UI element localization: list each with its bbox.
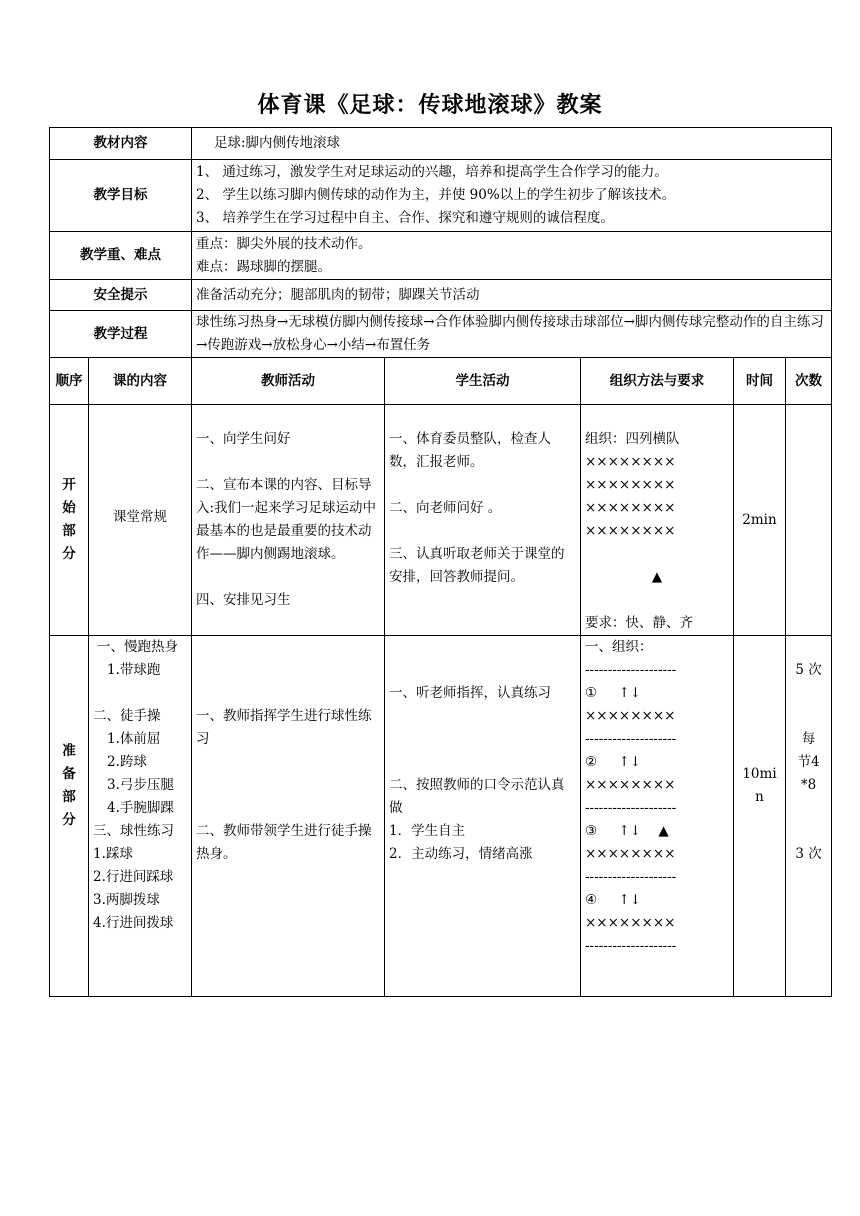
group-number: ② (585, 754, 598, 770)
group-line (585, 751, 729, 774)
formation-row: ×××××××× (585, 523, 676, 539)
page-title: 体育课《足球：传球地滚球》教案 (257, 93, 603, 118)
warmup-teacher-2: 二、教师带领学生进行徒手操热身。 (196, 823, 372, 862)
formation-row: ×××××××× (585, 846, 676, 862)
section-start-char: 开 (62, 477, 76, 493)
warmup-student-2: 二、按照教师的口令示范认真做 (389, 777, 565, 816)
section-warmup-char: 备 (62, 766, 76, 782)
process-row (50, 311, 832, 358)
goal-3: 3、 培养学生在学习过程中自主、合作、探究和遵守规则的诚信程度。 (196, 210, 614, 226)
start-student-1: 一、体育委员整队，检查人数，汇报老师。 (389, 431, 551, 470)
section-start-name (50, 405, 89, 636)
start-student-3: 三、认真听取老师关于课堂的安排，回答教师提问。 (389, 546, 565, 585)
header-student: 学生活动 (385, 358, 581, 405)
warmup-teacher-1: 一、教师指挥学生进行球性练习 (196, 708, 372, 747)
warmup-content: 一、慢跑热身 (97, 639, 178, 655)
header-time: 时间 (734, 358, 786, 405)
content-value: 足球:脚内侧传地滚球 (192, 128, 832, 160)
section-warmup-char: 准 (62, 743, 76, 759)
safety-label: 安全提示 (50, 280, 192, 311)
goal-1: 1、 通过练习，激发学生对足球运动的兴趣，培养和提高学生合作学习的能力。 (196, 164, 668, 180)
start-student-2: 二、向老师问好 。 (389, 500, 502, 516)
header-count: 次数 (786, 358, 832, 405)
warmup-content: 2.行进间踩球 (93, 869, 174, 885)
warmup-content: 1.体前屈 (107, 731, 161, 747)
warmup-org-label: 一、组织： (585, 639, 653, 655)
safety-row (50, 280, 832, 311)
warmup-count-1: 5 次 (795, 662, 822, 678)
movement-arrows-icon: ↑↓ (618, 892, 642, 908)
start-count (786, 405, 832, 636)
warmup-student-4: 2．主动练习，情绪高涨 (389, 846, 533, 862)
formation-row: ×××××××× (585, 915, 676, 931)
section-start-row (50, 405, 832, 636)
key-label: 教学重、难点 (50, 232, 192, 280)
divider-line: -------------------- (585, 800, 677, 816)
formation-row: ×××××××× (585, 708, 676, 724)
group-line (585, 682, 729, 705)
movement-arrows-icon: ↑↓ (618, 823, 642, 839)
warmup-content: 3.两脚拨球 (93, 892, 160, 908)
start-org-label: 组织：四列横队 (585, 431, 680, 447)
key-point: 重点：脚尖外展的技术动作。 (196, 235, 372, 252)
formation-row: ×××××××× (585, 477, 676, 493)
warmup-content: 二、徒手操 (93, 708, 161, 724)
header-teacher: 教师活动 (192, 358, 385, 405)
difficult-point: 难点：踢球脚的摆腿。 (196, 258, 331, 275)
group-number: ④ (585, 892, 598, 908)
content-row (50, 128, 832, 160)
section-start-char: 部 (62, 523, 76, 539)
section-warmup-name (50, 636, 89, 997)
section-start-content: 课堂常规 (89, 405, 192, 636)
start-time: 2min (734, 405, 786, 636)
divider-line: -------------------- (585, 869, 677, 885)
group-number: ③ (585, 823, 598, 839)
warmup-content: 4.手腕脚踝 (107, 800, 174, 816)
formation-row: ×××××××× (585, 454, 676, 470)
header-org: 组织方法与要求 (581, 358, 734, 405)
warmup-content: 1.带球跑 (107, 662, 161, 678)
goals-label: 教学目标 (50, 160, 192, 232)
formation-row: ×××××××× (585, 500, 676, 516)
warmup-content: 三、球性练习 (93, 823, 174, 839)
group-line (585, 820, 729, 843)
group-number: ① (585, 685, 598, 701)
content-label: 教材内容 (50, 128, 192, 160)
warmup-student-3: 1．学生自主 (389, 823, 466, 839)
goal-2: 2、 学生以练习脚内侧传球的动作为主，并使 90%以上的学生初步了解该技术。 (196, 187, 676, 203)
start-teacher-1: 一、向学生问好 (196, 431, 291, 447)
formation-row: ×××××××× (585, 777, 676, 793)
lesson-plan-table (49, 127, 832, 997)
start-teacher-2: 二、宣布本课的内容、目标导入:我们一起来学习足球运动中最基本的也是最重要的技术动作——脚内侧踢地滚球。 (196, 477, 377, 562)
warmup-time: 10min (734, 636, 786, 997)
header-order: 顺序 (50, 358, 89, 405)
warmup-content: 3.弓步压腿 (107, 777, 174, 793)
teacher-position-triangle: ▲ (651, 569, 663, 585)
warmup-count-3: 3 次 (795, 846, 822, 862)
teacher-position-triangle: ▲ (658, 823, 669, 839)
safety-value: 准备活动充分；腿部肌肉的韧带；脚踝关节活动 (192, 280, 832, 311)
start-teacher-3: 四、安排见习生 (196, 592, 291, 608)
start-org-requirement: 要求：快、静、齐 (585, 615, 693, 631)
divider-line: -------------------- (585, 731, 677, 747)
section-warmup-char: 分 (62, 812, 76, 828)
movement-arrows-icon: ↑↓ (618, 685, 642, 701)
section-start-char: 始 (62, 500, 76, 516)
section-warmup-row (50, 636, 832, 997)
process-label: 教学过程 (50, 311, 192, 358)
goals-row (50, 160, 832, 232)
warmup-content: 4.行进间拨球 (93, 915, 174, 931)
movement-arrows-icon: ↑↓ (618, 754, 642, 770)
section-warmup-char: 部 (62, 789, 76, 805)
warmup-content: 2.跨球 (107, 754, 147, 770)
warmup-content: 1.踩球 (93, 846, 133, 862)
group-line (585, 889, 729, 912)
key-points-row (50, 232, 832, 280)
column-header-row (50, 358, 832, 405)
divider-line: -------------------- (585, 938, 677, 954)
warmup-student-1: 一、听老师指挥，认真练习 (389, 685, 551, 701)
header-content: 课的内容 (89, 358, 192, 405)
divider-line: -------------------- (585, 662, 677, 678)
warmup-count-2: 每节4*8 (797, 731, 820, 793)
process-value: 球性练习热身→无球模仿脚内侧传接球→合作体验脚内侧传接球击球部位→脚内侧传球完整动作的自主练习→传跑游戏→放松身心→小结→布置任务 (192, 311, 832, 358)
section-start-char: 分 (62, 546, 76, 562)
